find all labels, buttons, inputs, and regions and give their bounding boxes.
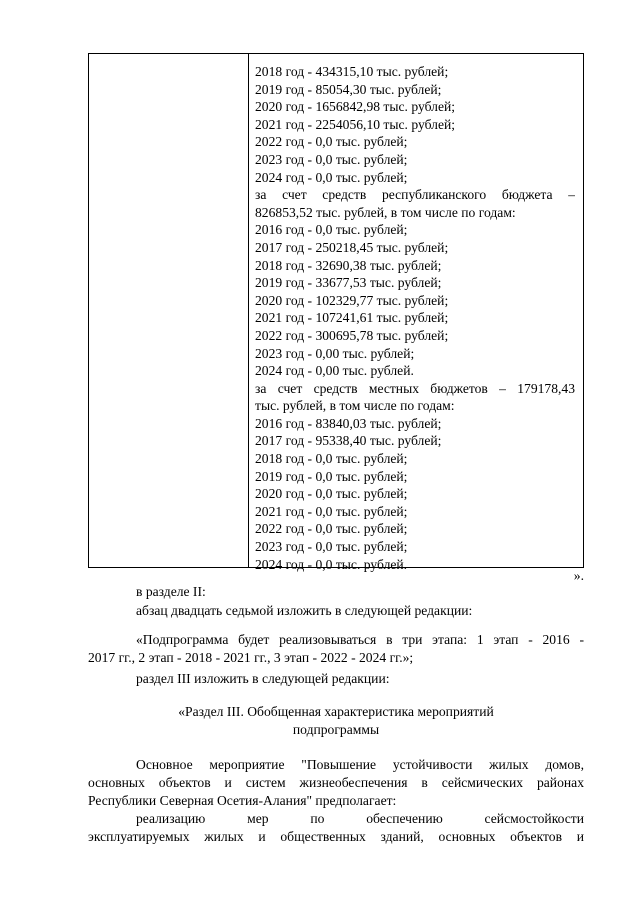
section-heading: подпрограммы — [292, 722, 380, 737]
table-line: 2019 год - 85054,30 тыс. рублей; — [255, 81, 442, 97]
table-line: 2021 год - 2254056,10 тыс. рублей; — [255, 116, 456, 132]
table-column-divider — [248, 54, 249, 567]
table-line: 2024 год - 0,0 тыс. рублей; — [255, 169, 408, 185]
section2-instruction: абзац двадцать седьмой изложить в следующей редакции: — [136, 603, 473, 618]
closing-quote: ». — [573, 568, 584, 583]
table-line: за счет средств республиканского бюджета – — [255, 187, 575, 203]
table-line: 2018 год - 0,0 тыс. рублей; — [255, 451, 408, 467]
funding-cell — [255, 63, 575, 573]
table-line: 2017 год - 95338,40 тыс. рублей; — [255, 433, 442, 449]
table-line: 826853,52 тыс. рублей, в том числе по годам: — [255, 204, 516, 220]
body-line: реализацию мер по обеспечению сейсмостойкости — [136, 811, 584, 826]
body-line: Основное мероприятие "Повышение устойчивости жилых домов, — [136, 757, 584, 772]
table-line: 2023 год - 0,00 тыс. рублей; — [255, 345, 415, 361]
table-line: 2024 год - 0,00 тыс. рублей. — [255, 363, 414, 379]
table-line: 2017 год - 250218,45 тыс. рублей; — [255, 239, 449, 255]
quote-line: «Подпрограмма будет реализовываться в три этапа: 1 этап - 2016 - — [136, 632, 584, 647]
section3-instruction: раздел III изложить в следующей редакции: — [136, 671, 390, 686]
body-line: Республики Северная Осетия-Алания" предполагает: — [88, 793, 397, 808]
body-line: эксплуатируемых жилых и общественных зданий, основных объектов и — [88, 829, 584, 844]
table-line: 2021 год - 107241,61 тыс. рублей; — [255, 310, 449, 326]
funding-table — [88, 53, 584, 572]
table-line: 2024 год - 0,0 тыс. рублей. — [255, 556, 408, 572]
table-line: 2022 год - 300695,78 тыс. рублей; — [255, 327, 449, 343]
table-line: 2020 год - 102329,77 тыс. рублей; — [255, 292, 449, 308]
table-line: 2022 год - 0,0 тыс. рублей; — [255, 134, 408, 150]
table-line: 2018 год - 434315,10 тыс. рублей; — [255, 64, 449, 79]
table-line: 2021 год - 0,0 тыс. рублей; — [255, 503, 408, 519]
table-line: 2023 год - 0,0 тыс. рублей; — [255, 151, 408, 167]
table-line: 2020 год - 1656842,98 тыс. рублей; — [255, 99, 456, 115]
section-heading: «Раздел III. Обобщенная характеристика мероприятий — [178, 704, 494, 719]
quote-line: 2017 гг., 2 этап - 2018 - 2021 гг., 3 этап - 2022 - 2024 гг.»; — [88, 650, 414, 665]
table-line: 2022 год - 0,0 тыс. рублей; — [255, 521, 408, 537]
table-line: 2016 год - 0,0 тыс. рублей; — [255, 222, 408, 238]
table-line: 2016 год - 83840,03 тыс. рублей; — [255, 415, 442, 431]
table-line: 2019 год - 33677,53 тыс. рублей; — [255, 275, 442, 291]
table-line: тыс. рублей, в том числе по годам: — [255, 398, 455, 414]
table-line: 2018 год - 32690,38 тыс. рублей; — [255, 257, 442, 273]
table-line: 2019 год - 0,0 тыс. рублей; — [255, 468, 408, 484]
body-line: основных объектов и систем жизнеобеспечения в сейсмических районах — [88, 775, 584, 790]
table-line: 2023 год - 0,0 тыс. рублей; — [255, 539, 408, 555]
table-line: за счет средств местных бюджетов – 179178,43 — [255, 380, 575, 396]
table-line: 2020 год - 0,0 тыс. рублей; — [255, 486, 408, 502]
section2-intro: в разделе II: — [136, 584, 206, 599]
